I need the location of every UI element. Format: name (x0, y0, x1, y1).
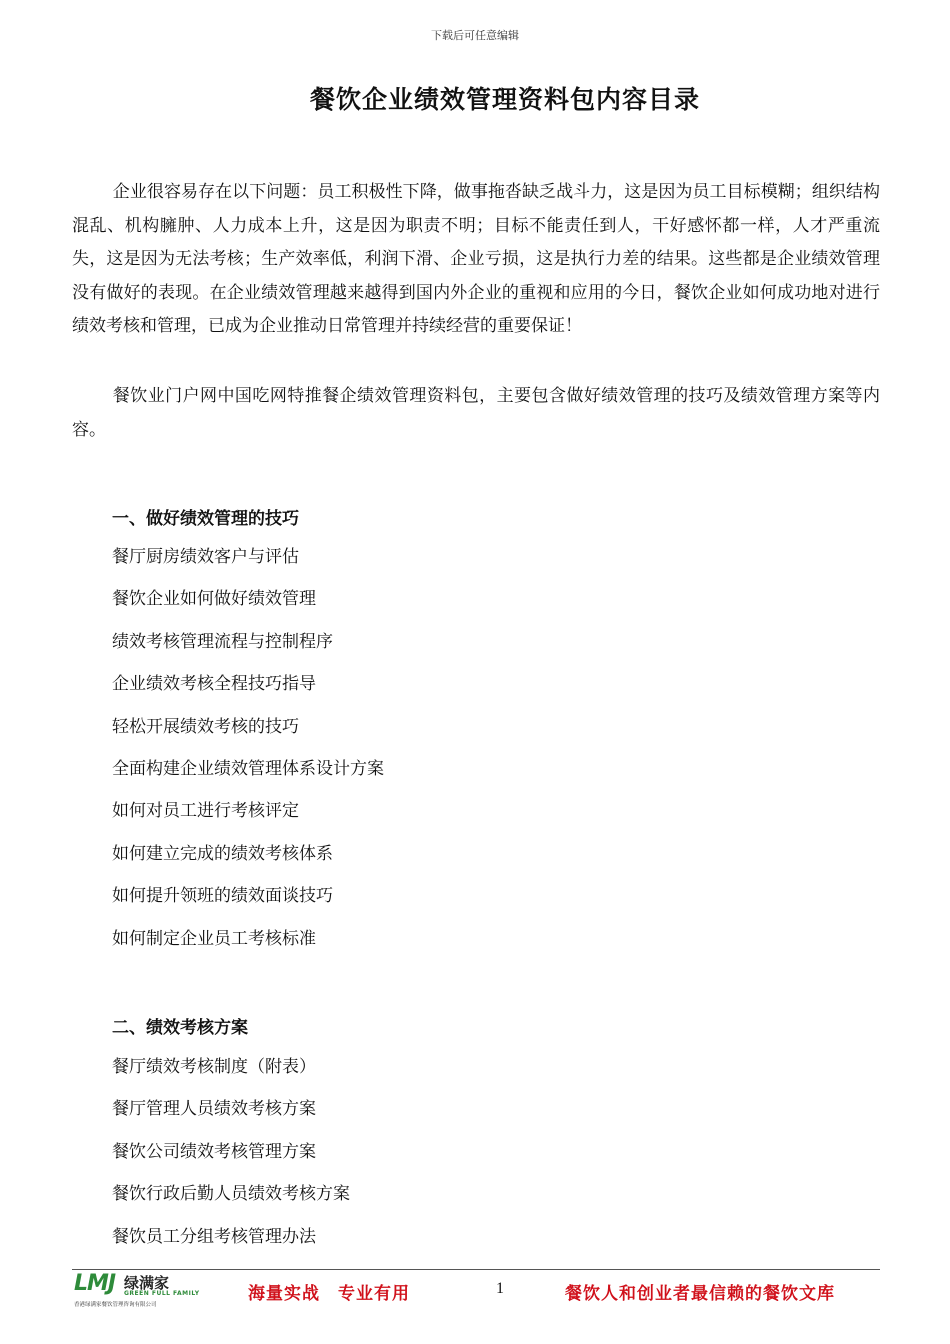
list-item: 如何建立完成的绩效考核体系 (112, 843, 333, 864)
document-title: 餐饮企业绩效管理资料包内容目录 (309, 85, 700, 114)
intro-paragraph-1: 企业很容易存在以下问题：员工积极性下降，做事拖沓缺乏战斗力，这是因为员工目标模糊；组织结构混乱、机构臃肿、人力成本上升，这是因为职责不明；目标不能责任到人，干好感怀都一样，人才严重流失，这是因为无法考核；生产效率低，利润下滑、企业亏损，这是执行力差的结果。这些都是企业绩效管理没有做好的表现。在企业绩效管理越来越得到国内外企业的重视和应用的今日，餐饮企业如何成功地对进行绩效考核和管理，已成为企业推动日常管理并持续经营的重要保证！ (72, 182, 880, 336)
logo-company-name: 香港绿满家餐饮管理咨询有限公司 (74, 1302, 157, 1308)
footer-slogan-left: 海量实战 专业有用 (248, 1284, 410, 1304)
section-heading-tips: 一、做好绩效管理的技巧 (112, 509, 299, 529)
list-item: 餐饮行政后勤人员绩效考核方案 (112, 1184, 350, 1205)
list-item: 如何制定企业员工考核标准 (112, 928, 316, 949)
logo-english-name: GREEN FULL FAMILY (124, 1290, 200, 1297)
page-number: 1 (496, 1280, 504, 1297)
intro-paragraph-2: 餐饮业门户网中国吃网特推餐企绩效管理资料包，主要包含做好绩效管理的技巧及绩效管理方案等内容。 (72, 386, 880, 440)
list-item: 全面构建企业绩效管理体系设计方案 (112, 758, 384, 779)
list-item: 餐饮公司绩效考核管理方案 (112, 1141, 316, 1162)
list-item: 餐饮员工分组考核管理办法 (112, 1226, 316, 1247)
list-item: 餐厅绩效考核制度（附表） (112, 1057, 316, 1077)
logo-mark: LMJ (74, 1271, 116, 1296)
section-list-tips (112, 545, 384, 969)
logo-chinese-name: 绿满家 (124, 1274, 170, 1292)
footer-divider (72, 1269, 880, 1270)
list-item: 如何对员工进行考核评定 (112, 801, 299, 822)
list-item: 企业绩效考核全程技巧指导 (112, 674, 316, 695)
list-item: 餐饮企业如何做好绩效管理 (112, 589, 316, 610)
list-item: 绩效考核管理流程与控制程序 (112, 631, 333, 652)
company-logo (74, 1271, 204, 1311)
section-list-plans (112, 1055, 350, 1267)
list-item: 如何提升领班的绩效面谈技巧 (112, 886, 333, 907)
section-heading-plans: 二、绩效考核方案 (112, 1018, 248, 1038)
header-note: 下载后可任意编辑 (431, 29, 519, 42)
list-item: 餐厅管理人员绩效考核方案 (112, 1099, 316, 1120)
footer-slogan-right: 餐饮人和创业者最信赖的餐饮文库 (565, 1284, 835, 1304)
list-item: 餐厅厨房绩效客户与评估 (112, 547, 299, 567)
list-item: 轻松开展绩效考核的技巧 (112, 716, 299, 737)
